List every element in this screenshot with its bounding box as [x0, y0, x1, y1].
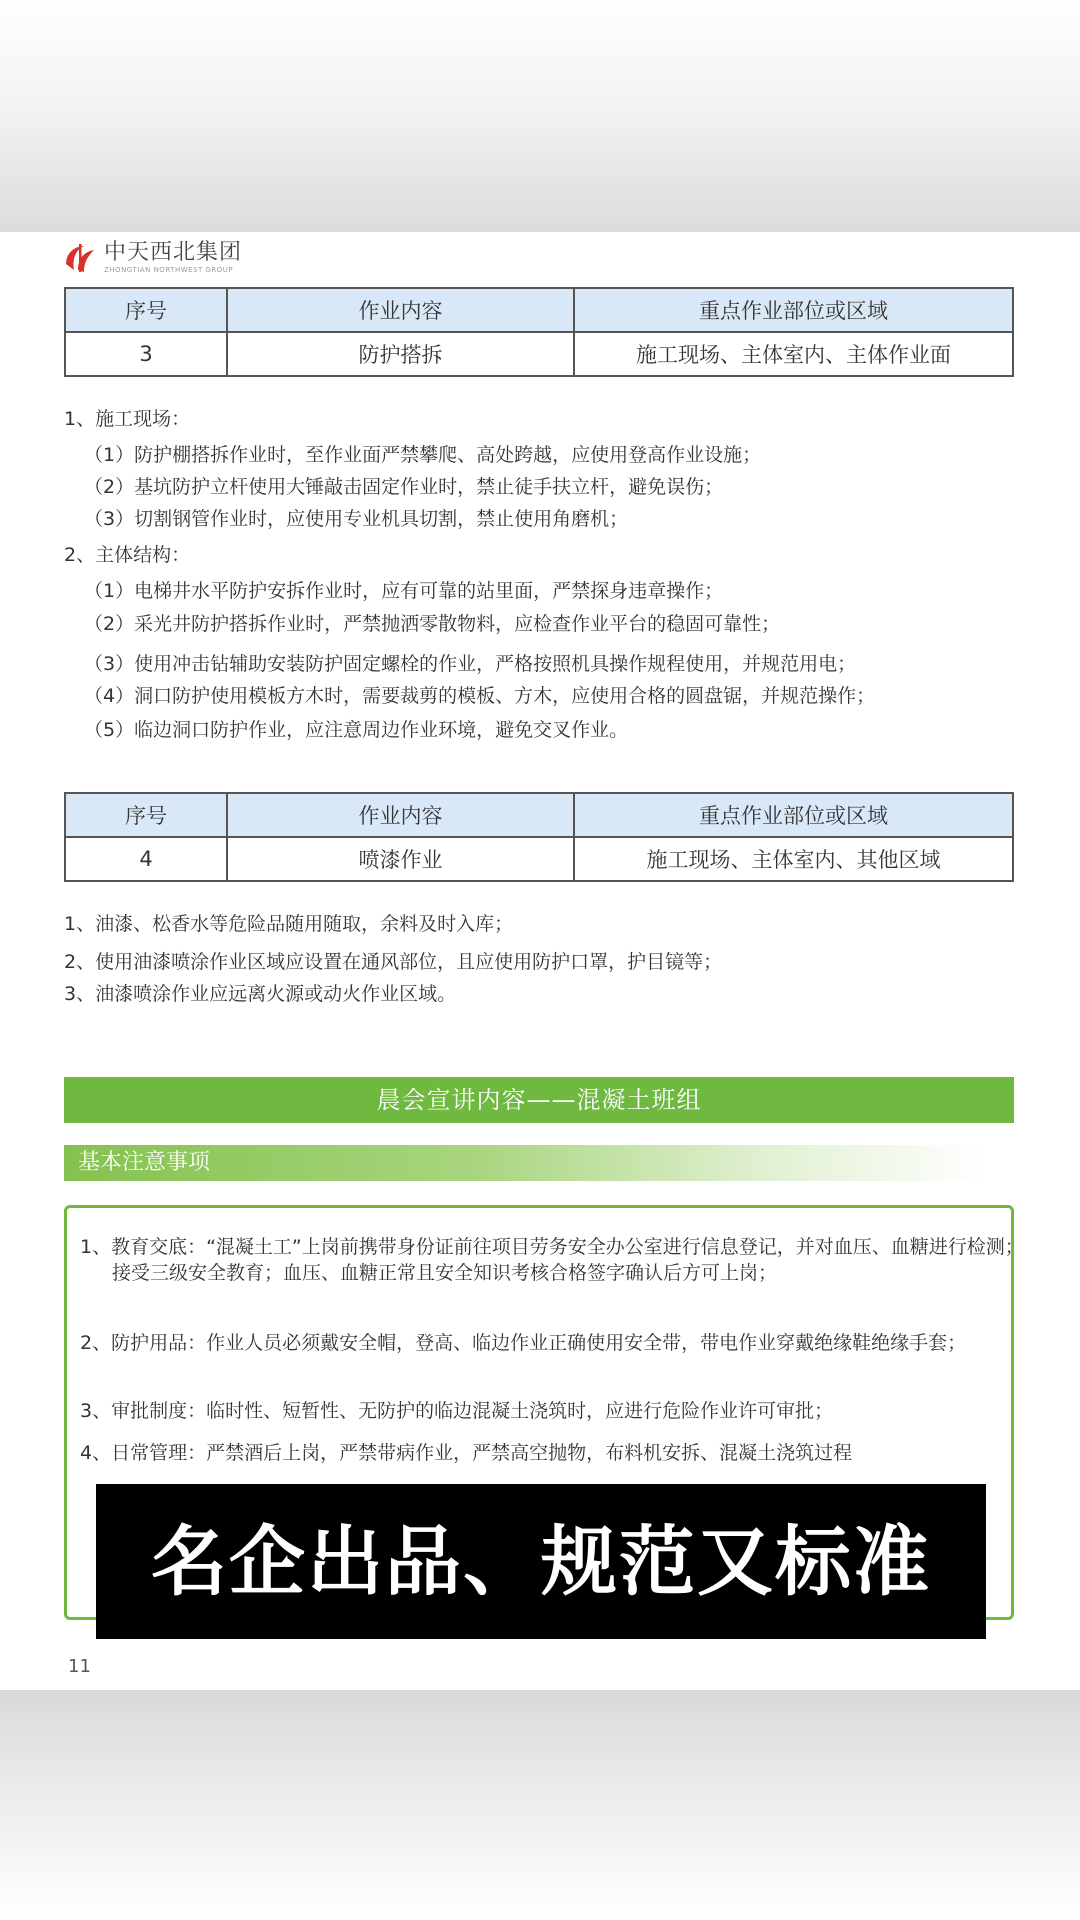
table-row	[65, 837, 1013, 881]
green-banner: 晨会宣讲内容——混凝土班组	[64, 1077, 1014, 1123]
table-header-row	[65, 793, 1013, 837]
list-item: （2）基坑防护立杆使用大锤敲击固定作业时，禁止徒手扶立杆，避免误伤；	[84, 476, 724, 498]
caption-text: 名企出品、规范又标准	[151, 1517, 931, 1606]
list-item: （3）切割钢管作业时，应使用专业机具切割，禁止使用角磨机；	[84, 508, 629, 530]
blurred-bottom-background	[0, 1690, 1080, 1920]
header-area: 重点作业部位或区域	[574, 288, 1013, 332]
list-item: 3、油漆喷涂作业应远离火源或动火作业区域。	[64, 983, 457, 1005]
list-item: （1）电梯井水平防护安拆作业时，应有可靠的站里面，严禁探身违章操作；	[84, 580, 724, 602]
notice-item: 4、日常管理：严禁酒后上岗，严禁带病作业，严禁高空抛物，布料机安拆、混凝土浇筑过程	[80, 1442, 853, 1464]
list-item: （3）使用冲击钻辅助安装防护固定螺栓的作业，严格按照机具操作规程使用，并规范用电；	[84, 653, 857, 675]
header-no: 序号	[65, 288, 227, 332]
sub-banner: 基本注意事项	[64, 1145, 984, 1181]
table-header-row	[65, 288, 1013, 332]
document-page	[0, 232, 1080, 1690]
header-content: 作业内容	[227, 288, 574, 332]
notice-item: 1、教育交底：“混凝土工”上岗前携带身份证前往项目劳务安全办公室进行信息登记，并对血压、血糖进行检测；接受三级安全教育；血压、血糖正常且安全知识考核合格签字确认后方可上岗；	[80, 1236, 1024, 1284]
section-heading: 1、施工现场：	[64, 408, 191, 430]
company-logo	[62, 240, 242, 276]
blurred-top-background	[0, 0, 1080, 232]
cell-content: 喷漆作业	[227, 837, 574, 881]
logo-name: 中天西北集团	[104, 240, 243, 265]
cell-area: 施工现场、主体室内、其他区域	[574, 837, 1013, 881]
task-table-3	[64, 287, 1014, 377]
company-logo-icon	[62, 240, 98, 276]
notice-item: 3、审批制度：临时性、短暂性、无防护的临边混凝土浇筑时，应进行危险作业许可审批；	[80, 1400, 834, 1422]
table-row	[65, 332, 1013, 376]
page-number: 11	[68, 1656, 91, 1677]
list-item: （1）防护棚搭拆作业时，至作业面严禁攀爬、高处跨越，应使用登高作业设施；	[84, 444, 762, 466]
list-item: 2、使用油漆喷涂作业区域应设置在通风部位，且应使用防护口罩，护目镜等；	[64, 951, 723, 973]
cell-content: 防护搭拆	[227, 332, 574, 376]
logo-subtitle: ZHONGTIAN NORTHWEST GROUP	[104, 266, 234, 274]
cell-no: 4	[65, 837, 227, 881]
section-heading: 2、主体结构：	[64, 544, 191, 566]
notice-item: 2、防护用品：作业人员必须戴安全帽，登高、临边作业正确使用安全带，带电作业穿戴绝缘鞋绝缘手套；	[80, 1332, 967, 1354]
header-content: 作业内容	[227, 793, 574, 837]
header-area: 重点作业部位或区域	[574, 793, 1013, 837]
task-table-4	[64, 792, 1014, 882]
list-item: （5）临边洞口防护作业，应注意周边作业环境，避免交叉作业。	[84, 719, 629, 741]
list-item: 1、油漆、松香水等危险品随用随取，余料及时入库；	[64, 913, 514, 935]
list-item: （2）采光井防护搭拆作业时，严禁抛洒零散物料，应检查作业平台的稳固可靠性；	[84, 613, 781, 635]
list-item: （4）洞口防护使用模板方木时，需要裁剪的模板、方木，应使用合格的圆盘锯，并规范操作；	[84, 685, 876, 707]
header-no: 序号	[65, 793, 227, 837]
cell-area: 施工现场、主体室内、主体作业面	[574, 332, 1013, 376]
cell-no: 3	[65, 332, 227, 376]
